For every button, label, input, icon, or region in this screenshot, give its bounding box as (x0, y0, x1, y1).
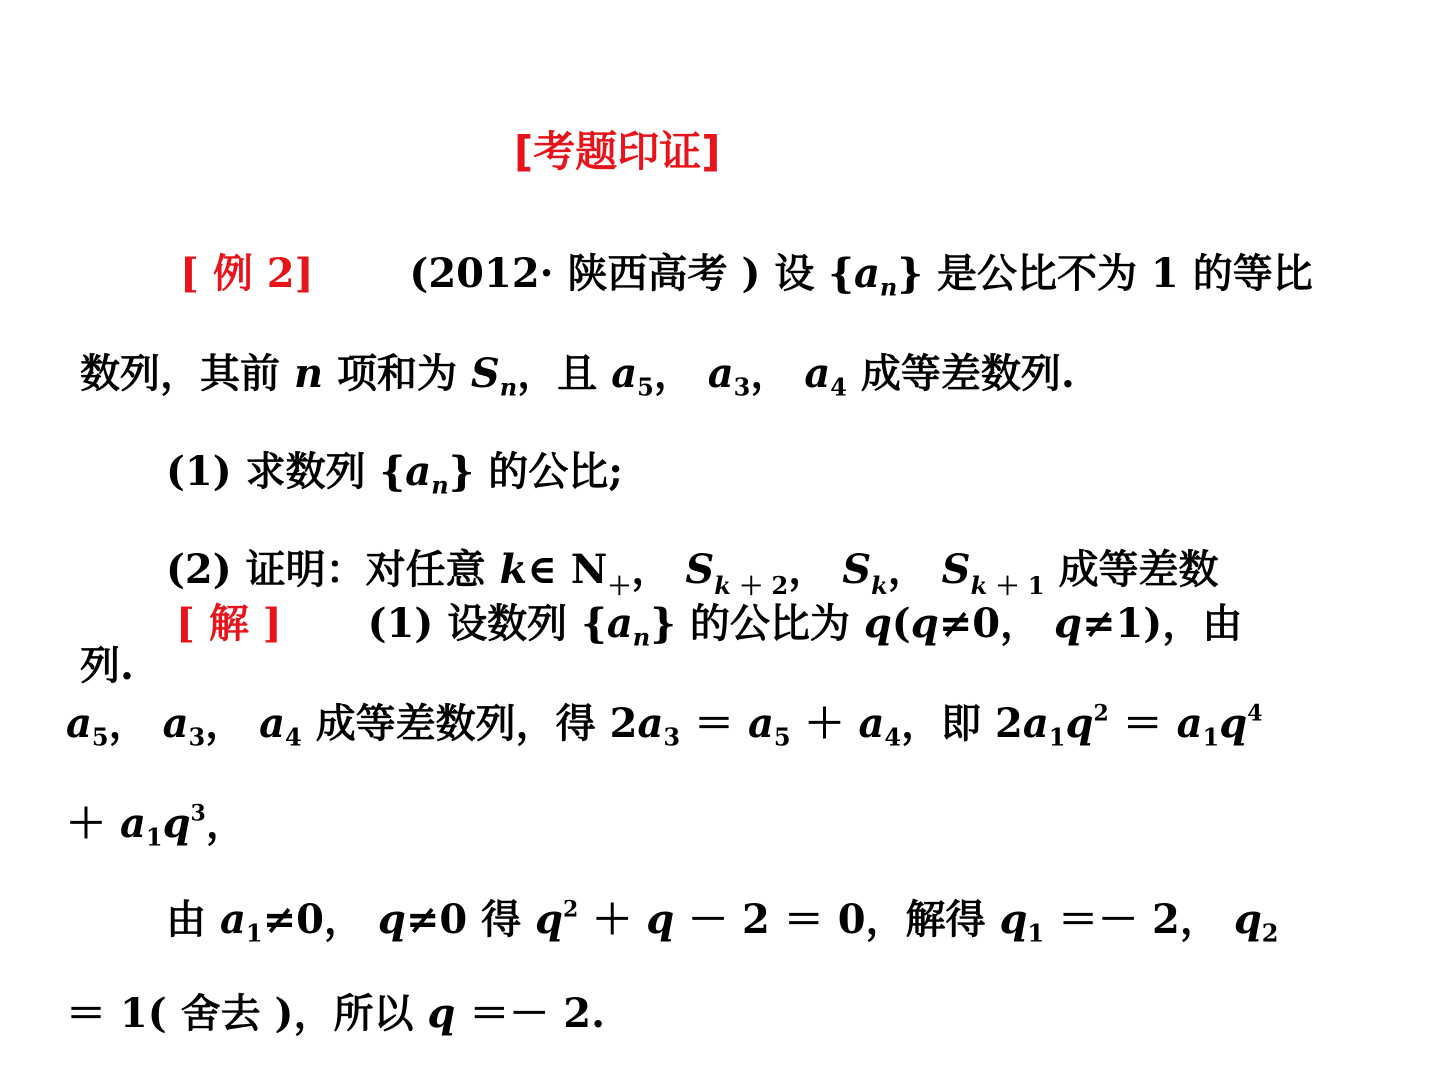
text: } 是公比不为 1 的等比 (897, 250, 1313, 297)
question-1: (1) 求数列 $\{a_n\}$ 的公比; (166, 448, 624, 500)
text: 数列，其前 (80, 350, 280, 397)
text: 设 { (774, 250, 854, 297)
text: (1) 设数列 { (367, 600, 607, 647)
example-label: [ 例 2] (180, 250, 314, 297)
text: 成等差数列. (860, 350, 1075, 397)
section-title: [考题印证] (514, 127, 721, 176)
text: ＝－ 2. (469, 990, 605, 1037)
text: ≠0， (262, 896, 364, 943)
text: ＝－ 2， (1058, 896, 1220, 943)
text: ＋ (592, 896, 633, 943)
text: ＋ (804, 700, 845, 747)
text: ， (205, 800, 246, 847)
text: ≠0， (938, 600, 1041, 647)
text: ∈ N (527, 546, 608, 593)
text: ，且 (517, 350, 598, 397)
solution-line-1: [ 解 ] (1) 设数列 $\{a_n\}$ 的公比为 q(q≠0， q≠1)，由 (176, 600, 1243, 652)
text: － 2 ＝ 0，解得 (688, 896, 986, 943)
text: } 的公比; (448, 448, 624, 495)
text: ，即 2 (901, 700, 1023, 747)
text: 项和为 (336, 350, 457, 397)
text: 由 (166, 896, 206, 943)
text: 成等差数列，得 2 (315, 700, 638, 747)
example-line-2: 数列，其前 n 项和为 $S_n$，且 $a_5$， $a_3$， $a_4$ 成等差数列. (80, 350, 1075, 402)
text: 成等差数 (1058, 546, 1219, 593)
text: (2) 证明：对任意 (166, 546, 486, 593)
text: ≠1)，由 (1081, 600, 1243, 647)
solution-line-3: ＋ $a_1q^3$， (66, 800, 246, 852)
text: } 的公比为 (650, 600, 850, 647)
solution-line-4: 由 $a_1\ne 0$， q≠0 得 $q^2 + q - 2 = 0$，解得 $q_1 =- 2$， $q_2$ (166, 896, 1279, 948)
text: ＝ (694, 700, 735, 747)
solution-line-2: $a_5$， $a_3$， $a_4$ 成等差数列，得 $2a_3 = a_5 + a_4$，即 $2a_1q^2 = a_1q^4$ (66, 700, 1263, 752)
text: ＝ 1( 舍去 )，所以 (66, 990, 414, 1037)
text: ( (891, 600, 911, 647)
solution-line-5: ＝ 1( 舍去 )，所以 q ＝－ 2. (66, 990, 605, 1037)
example-line-1: [ 例 2] (2012· 陕西高考 ) 设 $\{a_n\}$ 是公比不为 1 的等比 (180, 250, 1313, 302)
solution-label: [ 解 ] (176, 600, 282, 647)
question-2: (2) 证明：对任意 k∈ $N_+$， $S_{k + 2}$， $S_k$， $S_{k + 1}$ 成等差数 (166, 546, 1219, 600)
example-source: (2012· 陕西高考 ) (409, 250, 761, 297)
text: ≠0 得 (405, 896, 522, 943)
question-2-wrap: 列. (80, 642, 134, 689)
text: (1) 求数列 { (166, 448, 406, 495)
